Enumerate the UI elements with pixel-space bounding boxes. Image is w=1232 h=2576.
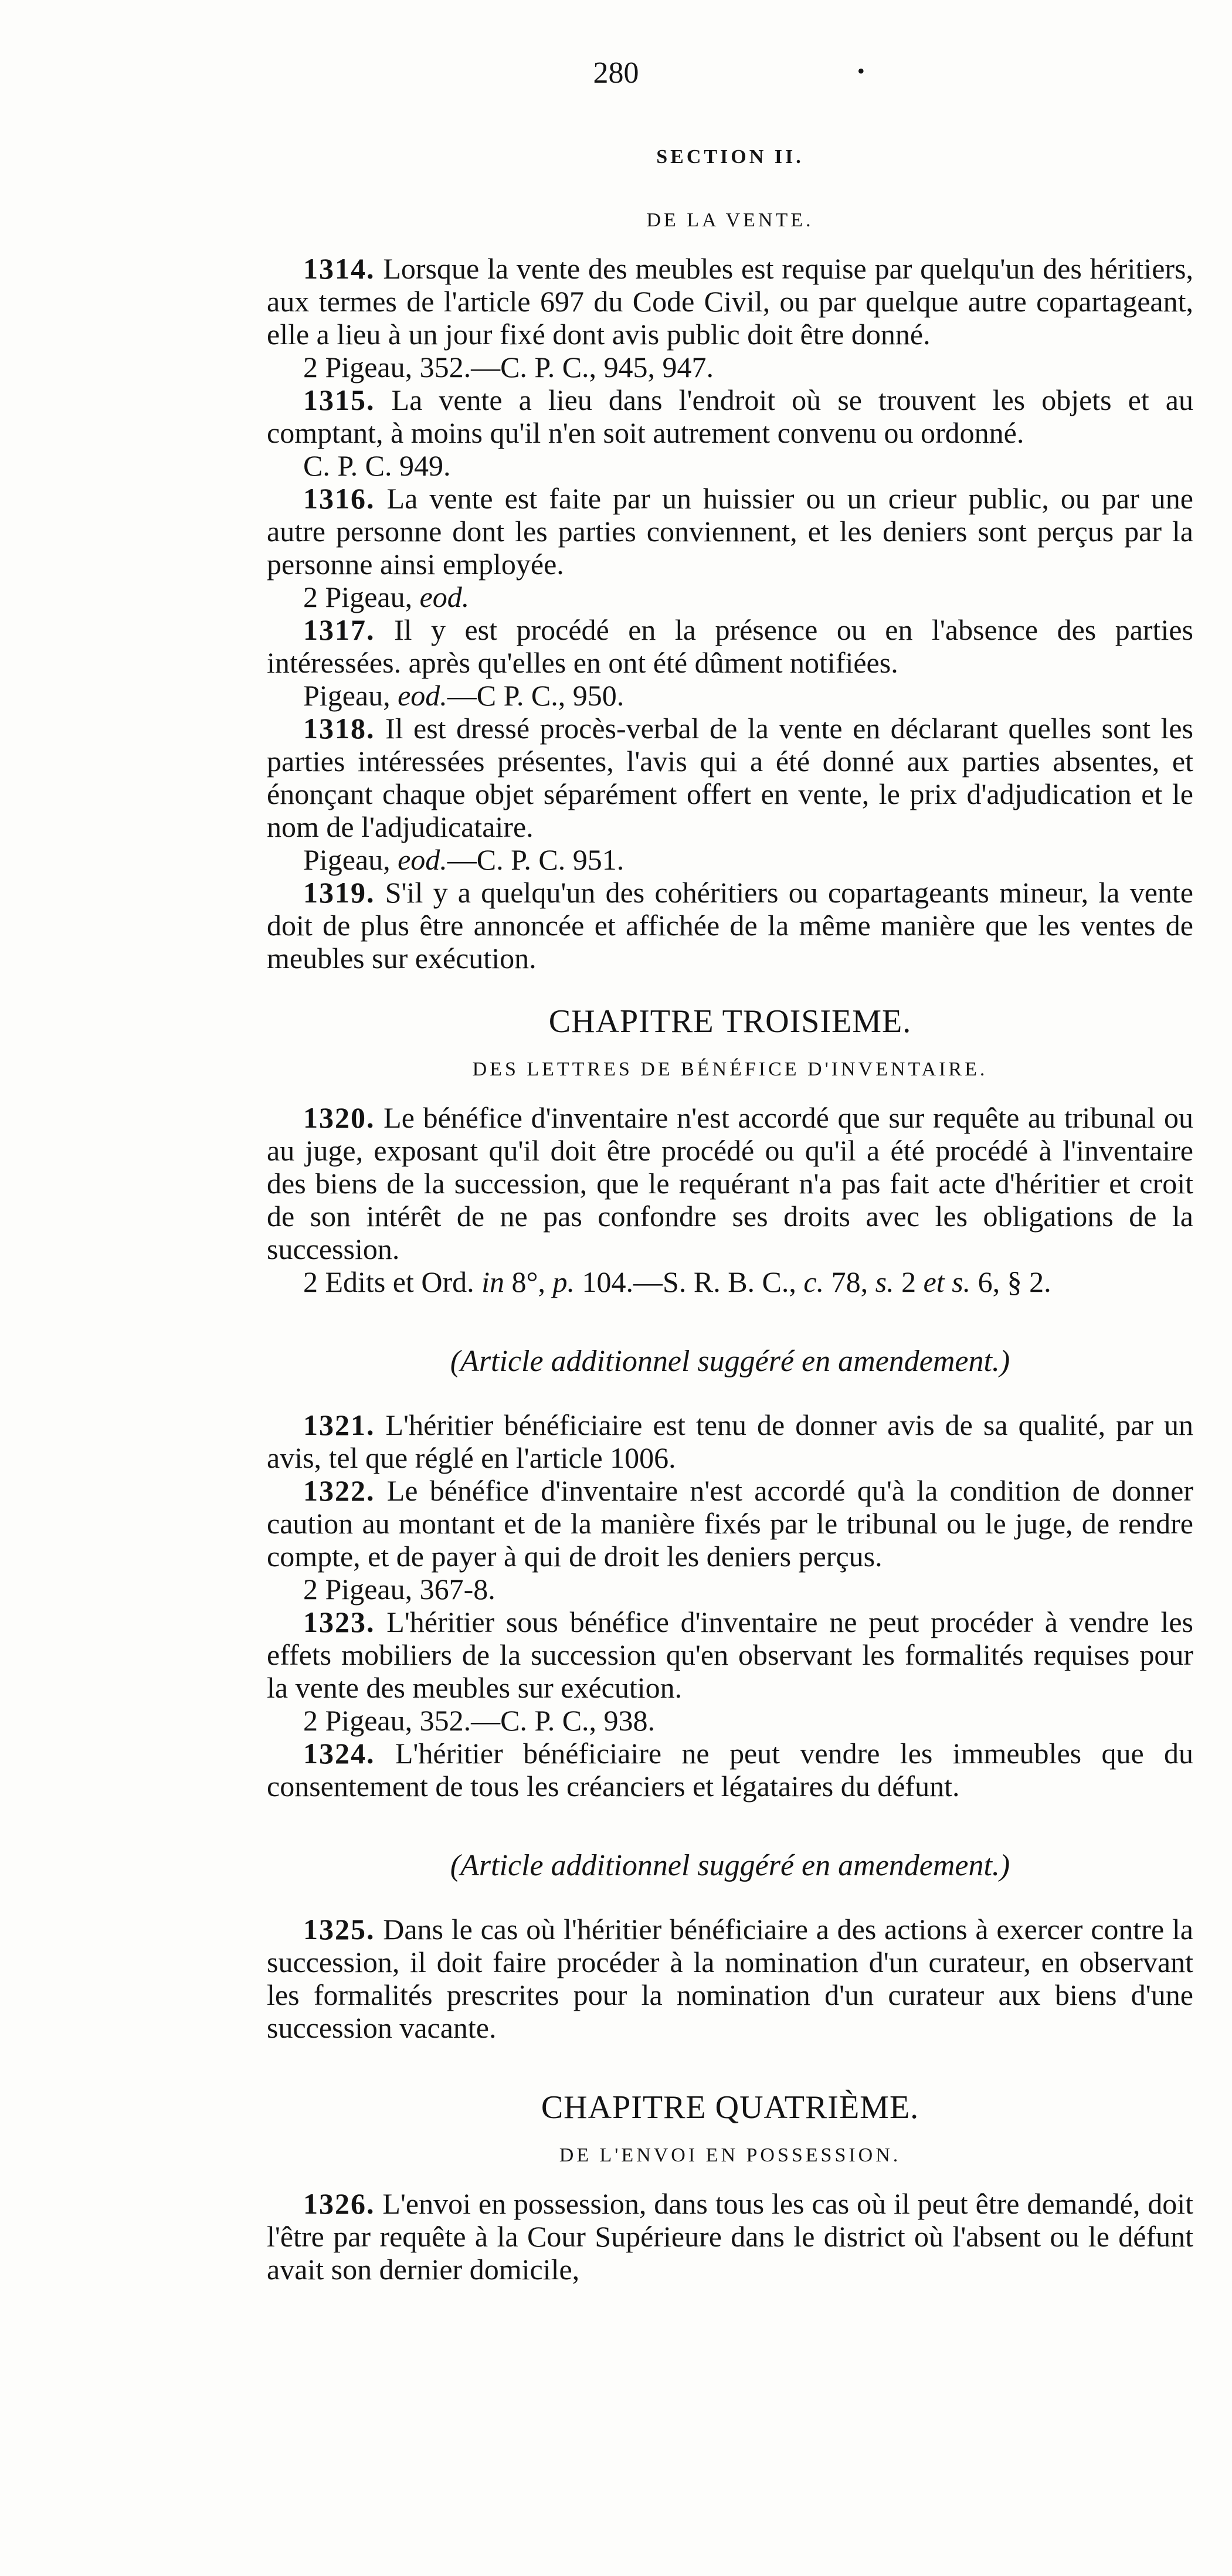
article-number: 1319. (303, 876, 375, 909)
article-1317 (267, 613, 1193, 679)
article-number: 1323. (303, 1606, 375, 1638)
article-1323 (267, 1606, 1193, 1704)
article-text: Dans le cas où l'héritier bénéficiaire a des actions à exercer contre la succession, il doit faire procéder à la nomination d'un curateur, en observant les formalités prescrites pour la nomination d'un curateur aux biens d'une succession vacante. (267, 1913, 1193, 2044)
amendment-note: (Article additionnel suggéré en amendement.) (450, 1345, 1010, 1378)
page-mark: • (857, 59, 865, 83)
article-number: 1316. (303, 482, 375, 515)
article-reference: 2 Pigeau, 352.—C. P. C., 945, 947. (303, 351, 714, 383)
article-number: 1320. (303, 1101, 375, 1134)
chapter-subtitle: DE L'ENVOI EN POSSESSION. (559, 2144, 901, 2166)
article-1315 (267, 383, 1193, 449)
article-text: La vente est faite par un huissier ou un crieur public, ou par une autre personne dont les parties conviennent, et les deniers sont perçus par la personne ainsi employée. (267, 482, 1193, 581)
article-reference: C. P. C. 949. (303, 449, 451, 482)
article-text: Le bénéfice d'inventaire n'est accordé qu'à la condition de donner caution au montant et de la manière fixés par le tribunal ou le juge, de rendre compte, et de payer à qui de droit les deniers perçus. (267, 1474, 1193, 1573)
article-number: 1325. (303, 1913, 375, 1946)
article-1321 (267, 1409, 1193, 1474)
article-number: 1321. (303, 1409, 375, 1441)
article-reference: Pigeau, eod.—C. P. C. 951. (303, 843, 625, 876)
article-number: 1317. (303, 613, 375, 646)
article-text: Lorsque la vente des meubles est requise par quelqu'un des héritiers, aux termes de l'article 697 du Code Civil, ou par quelque autre copartageant, elle a lieu à un jour fixé dont avis public doit être donné. (267, 252, 1193, 351)
article-text: Il y est procédé en la présence ou en l'absence des parties intéressées. après qu'elles en ont été dûment notifiées. (267, 613, 1193, 679)
article-text: Il est dressé procès-verbal de la vente en déclarant quelles sont les parties intéressées présentes, l'avis qui a été donné aux parties absentes, et énonçant chaque objet séparément offert en vente, le prix d'adjudication et le nom de l'adjudicataire. (267, 712, 1193, 843)
article-text: Le bénéfice d'inventaire n'est accordé que sur requête au tribunal ou au juge, exposant qu'il doit être procédé ou qu'il a été procédé à l'inventaire des biens de la succession, que le requérant n'a pas fait acte d'héritier et croit de son intérêt de ne pas confondre ses droits avec les obligations de la succession. (267, 1101, 1193, 1265)
article-number: 1315. (303, 383, 375, 416)
chapter-subtitle: DES LETTRES DE BÉNÉFICE D'INVENTAIRE. (472, 1058, 988, 1080)
article-text: L'héritier bénéficiaire est tenu de donner avis de sa qualité, par un avis, tel que réglé en l'article 1006. (267, 1409, 1193, 1474)
article-reference: 2 Pigeau, 352.—C. P. C., 938. (303, 1704, 656, 1737)
article-text: La vente a lieu dans l'endroit où se trouvent les objets et au comptant, à moins qu'il n'en soit autrement convenu ou ordonné. (267, 383, 1193, 449)
article-number: 1314. (303, 252, 375, 285)
article-1318 (267, 712, 1193, 843)
article-text: S'il y a quelqu'un des cohéritiers ou copartageants mineur, la vente doit de plus être annoncée et affichée de la même manière que les ventes de meubles sur exécution. (267, 876, 1193, 975)
amendment-note: (Article additionnel suggéré en amendement.) (450, 1849, 1010, 1882)
article-1319 (267, 876, 1193, 975)
chapter-title: CHAPITRE QUATRIÈME. (541, 2089, 919, 2126)
article-1316 (267, 482, 1193, 581)
article-reference: 2 Edits et Ord. in 8°, p. 104.—S. R. B. C., c. 78, s. 2 et s. 6, § 2. (303, 1265, 1051, 1298)
page-number: 280 (593, 56, 639, 90)
article-1325 (267, 1913, 1193, 2044)
article-1320 (267, 1101, 1193, 1265)
article-text: L'envoi en possession, dans tous les cas où il peut être demandé, doit l'être par requête à la Cour Supérieure dans le district où l'absent ou le défunt avait son dernier domicile, (267, 2187, 1193, 2286)
article-1314 (267, 252, 1193, 351)
article-number: 1324. (303, 1737, 375, 1770)
chapter-title: CHAPITRE TROISIEME. (548, 1003, 912, 1040)
page-body (267, 141, 1193, 2286)
article-text: L'héritier bénéficiaire ne peut vendre les immeubles que du consentement de tous les créanciers et légataires du défunt. (267, 1737, 1193, 1803)
article-number: 1326. (303, 2187, 375, 2220)
section-label: SECTION II. (656, 146, 804, 168)
article-text: L'héritier sous bénéfice d'inventaire ne peut procéder à vendre les effets mobiliers de la succession qu'en observant les formalités requises pour la vente des meubles sur exécution. (267, 1606, 1193, 1704)
article-number: 1322. (303, 1474, 375, 1507)
article-reference: 2 Pigeau, eod. (303, 581, 470, 613)
article-reference: 2 Pigeau, 367-8. (303, 1573, 495, 1606)
article-reference: Pigeau, eod.—C P. C., 950. (303, 679, 625, 712)
article-1326 (267, 2187, 1193, 2286)
article-1322 (267, 1474, 1193, 1573)
article-1324 (267, 1737, 1193, 1803)
section-title: DE LA VENTE. (646, 209, 814, 231)
article-number: 1318. (303, 712, 375, 745)
